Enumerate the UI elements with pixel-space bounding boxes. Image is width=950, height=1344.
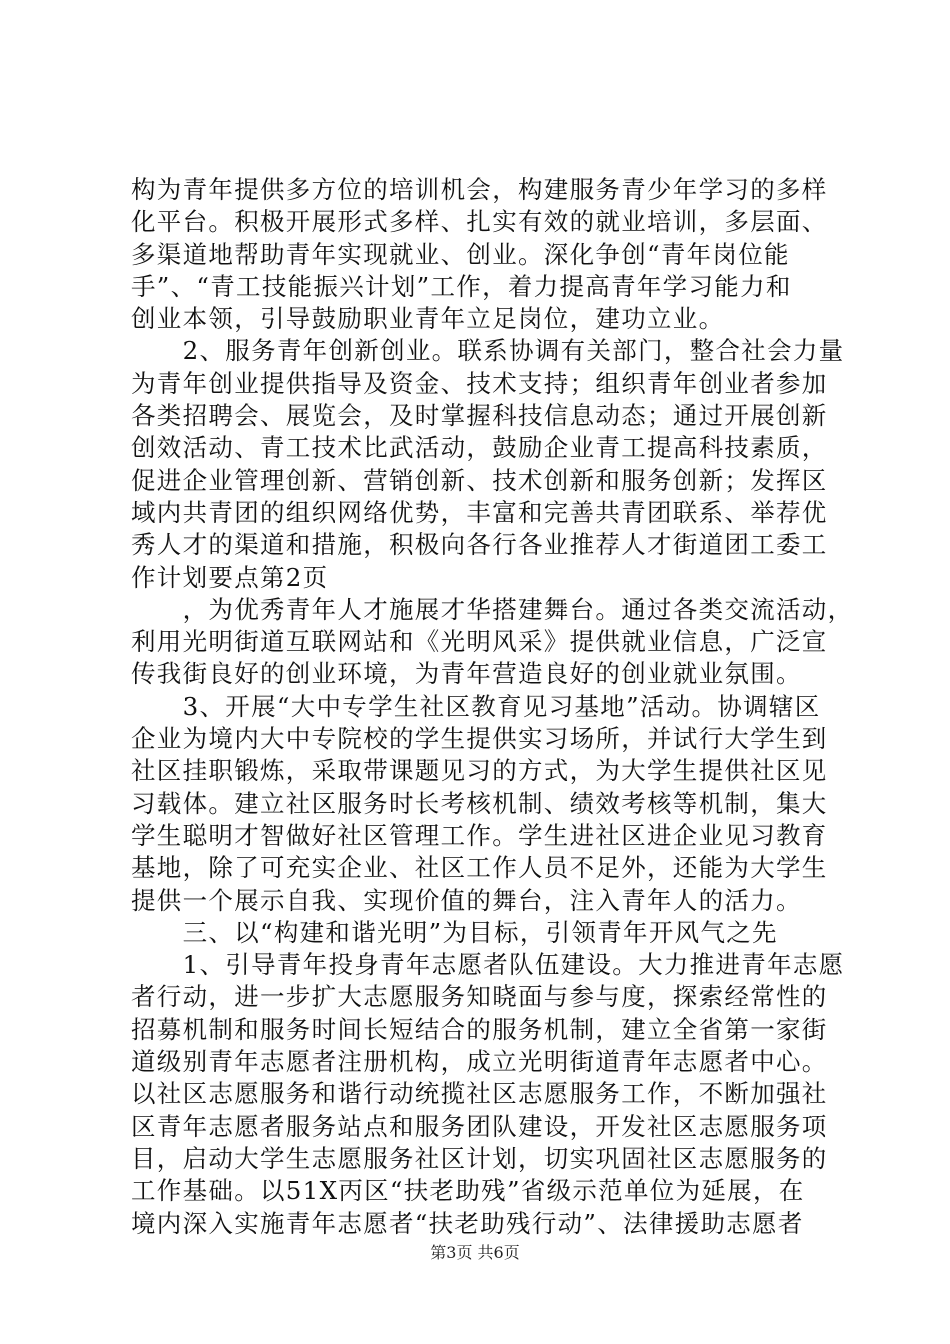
text-line: 手”、“青工技能振兴计划”工作，着力提高青年学习能力和 — [131, 271, 792, 301]
text-line: 促进企业管理创新、营销创新、技术创新和服务创新；发挥区 — [131, 465, 828, 495]
text-line: 目，启动大学生志愿服务社区计划，切实巩固社区志愿服务的 — [131, 1143, 828, 1173]
text-line: 为青年创业提供指导及资金、技术支持；组织青年创业者参加 — [131, 368, 828, 398]
text-line: 构为青年提供多方位的培训机会，构建服务青少年学习的多样 — [131, 175, 828, 204]
text-line: 工作基础。以51X丙区“扶老助残”省级示范单位为延展，在 — [131, 1176, 805, 1206]
text-line: 多渠道地帮助青年实现就业、创业。深化争创“青年岗位能 — [131, 239, 790, 269]
page-number-footer: 第3页 共6页 — [430, 1243, 520, 1262]
text-line: 以社区志愿服务和谐行动统揽社区志愿服务工作，不断加强社 — [131, 1079, 828, 1109]
text-line: 化平台。积极开展形式多样、扎实有效的就业培训，多层面、 — [131, 207, 828, 237]
text-line: 习载体。建立社区服务时长考核机制、绩效考核等机制，集大 — [131, 788, 828, 818]
text-line: 创效活动、青工技术比武活动，鼓励企业青工提高科技素质， — [131, 433, 828, 463]
text-line: 各类招聘会、展览会，及时掌握科技信息动态；通过开展创新 — [131, 401, 828, 431]
text-line: 区青年志愿者服务站点和服务团队建设，开发社区志愿服务项 — [131, 1111, 828, 1141]
text-line: 利用光明街道互联网站和《光明风采》提供就业信息，广泛宣 — [131, 627, 828, 657]
text-line: 提供一个展示自我、实现价值的舞台，注入青年人的活力。 — [131, 885, 802, 915]
text-line: 境内深入实施青年志愿者“扶老助残行动”、法律援助志愿者 — [131, 1208, 804, 1238]
text-line: 招募机制和服务时间长短结合的服务机制，建立全省第一家街 — [131, 1014, 828, 1044]
text-line: 1、引导青年投身青年志愿者队伍建设。大力推进青年志愿 — [131, 950, 845, 980]
text-line: ，为优秀青年人才施展才华搭建舞台。通过各类交流活动， — [131, 594, 854, 624]
text-line: 2、服务青年创新创业。联系协调有关部门，整合社会力量 — [131, 336, 845, 366]
text-line: 学生聪明才智做好社区管理工作。学生进社区进企业见习教育 — [131, 820, 828, 850]
text-line: 传我街良好的创业环境，为青年营造良好的创业就业氛围。 — [131, 659, 802, 689]
document-body — [131, 174, 854, 1240]
text-line: 基地，除了可充实企业、社区工作人员不足外，还能为大学生 — [131, 853, 828, 883]
section-heading: 三、以“构建和谐光明”为目标，引领青年开风气之先 — [131, 917, 778, 947]
text-line: 秀人才的渠道和措施，积极向各行各业推荐人才街道团工委工 — [131, 530, 828, 560]
text-line: 企业为境内大中专院校的学生提供实习场所，并试行大学生到 — [131, 724, 828, 754]
text-line: 创业本领，引导鼓励职业青年立足岗位，建功立业。 — [131, 304, 725, 334]
text-line: 社区挂职锻炼，采取带课题见习的方式，为大学生提供社区见 — [131, 756, 828, 786]
text-line: 者行动，进一步扩大志愿服务知晓面与参与度，探索经常性的 — [131, 982, 828, 1012]
text-line: 道级别青年志愿者注册机构，成立光明街道青年志愿者中心。 — [131, 1047, 828, 1077]
text-line: 3、开展“大中专学生社区教育见习基地”活动。协调辖区 — [131, 691, 821, 721]
text-line: 域内共青团的组织网络优势，丰富和完善共青团联系、举荐优 — [131, 497, 828, 527]
text-line: 作计划要点第2页 — [131, 562, 329, 592]
